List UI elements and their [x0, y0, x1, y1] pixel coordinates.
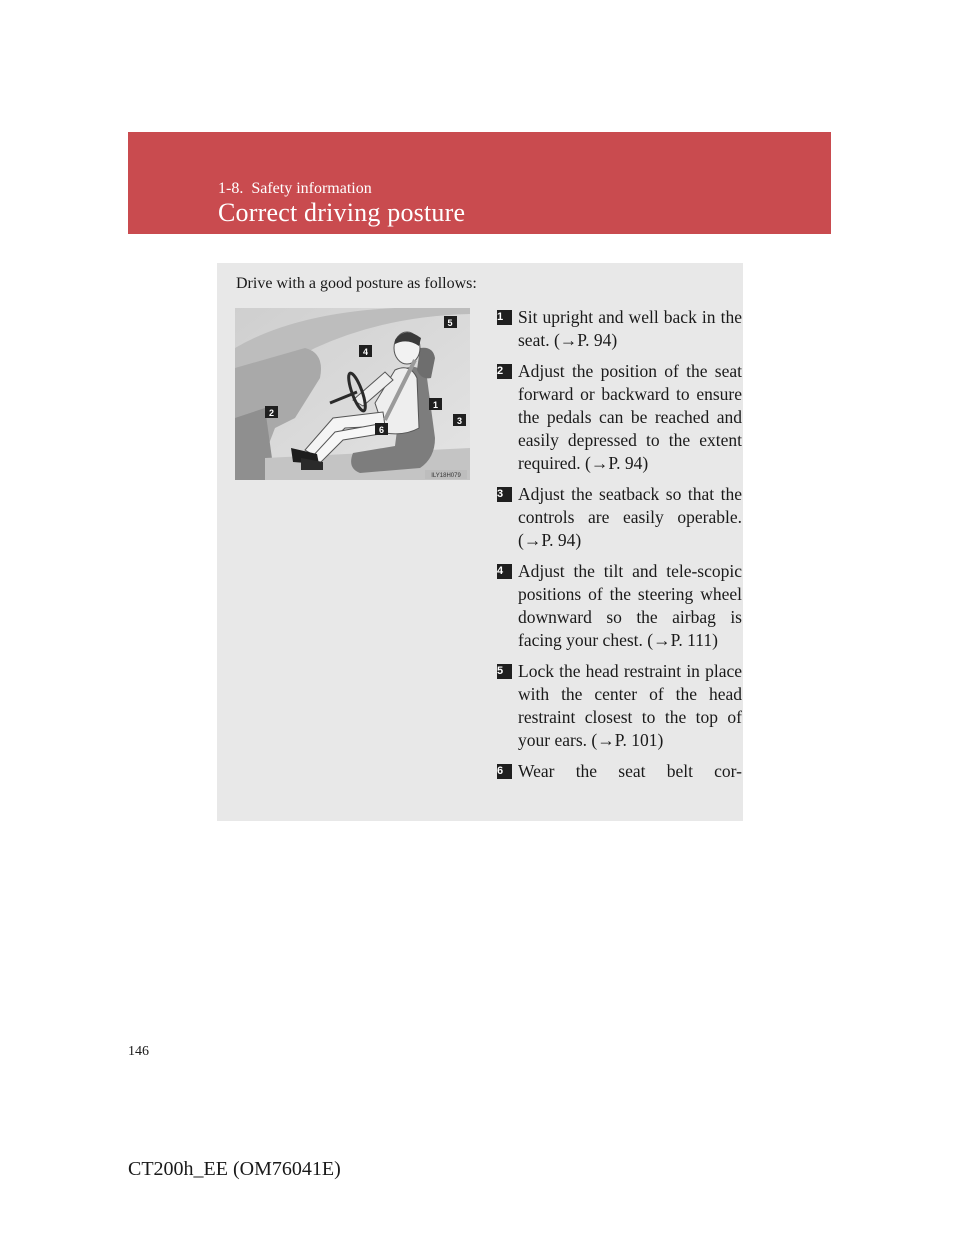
callout-4: 4: [362, 347, 369, 357]
step-number-badge: 5: [497, 664, 512, 679]
step-text: Sit upright and well back in the seat. (→P. 94): [518, 307, 742, 350]
step-text: Adjust the position of the seat forward or backward to ensure the pedals can be reached and easily depressed to the extent required. (→P. 94): [518, 361, 742, 473]
intro-text: Drive with a good posture as follows:: [236, 275, 477, 292]
step-number-badge: 2: [497, 364, 512, 379]
callout-2: 2: [268, 408, 275, 418]
callout-3: 3: [456, 416, 463, 426]
list-item: [497, 483, 742, 552]
step-text: Lock the head restraint in place with the center of the head restraint closest to the top of your ears. (→P. 101): [518, 661, 742, 750]
driver-seat-drawing: [235, 308, 470, 480]
step-text: Adjust the seatback so that the controls are easily operable. (→P. 94): [518, 484, 742, 550]
callout-5: 5: [447, 318, 453, 328]
step-text: Adjust the tilt and tele-scopic positions of the steering wheel downward so the airbag is facing your chest. (→P. 111): [518, 561, 742, 650]
posture-content-box: [217, 263, 743, 821]
step-number-badge: 3: [497, 487, 512, 502]
page-title: Correct driving posture: [218, 198, 466, 227]
document-code: CT200h_EE (OM76041E): [128, 1158, 341, 1180]
step-text: Wear the seat belt cor-: [518, 761, 742, 781]
list-item: [497, 306, 742, 352]
list-item: [497, 760, 742, 783]
header-band: [128, 132, 831, 234]
illustration-code: ILY18H079: [431, 473, 461, 479]
page-number: 146: [128, 1044, 149, 1059]
callout-1: 1: [432, 400, 439, 410]
list-item: [497, 660, 742, 752]
step-number-badge: 6: [497, 764, 512, 779]
list-item: [497, 560, 742, 652]
step-number-badge: 1: [497, 310, 512, 325]
posture-steps-list: [497, 306, 742, 791]
section-label: 1-8. Safety information: [218, 180, 372, 197]
step-number-badge: 4: [497, 564, 512, 579]
callout-6: 6: [378, 425, 385, 435]
driving-posture-illustration: [235, 308, 470, 480]
list-item: [497, 360, 742, 475]
